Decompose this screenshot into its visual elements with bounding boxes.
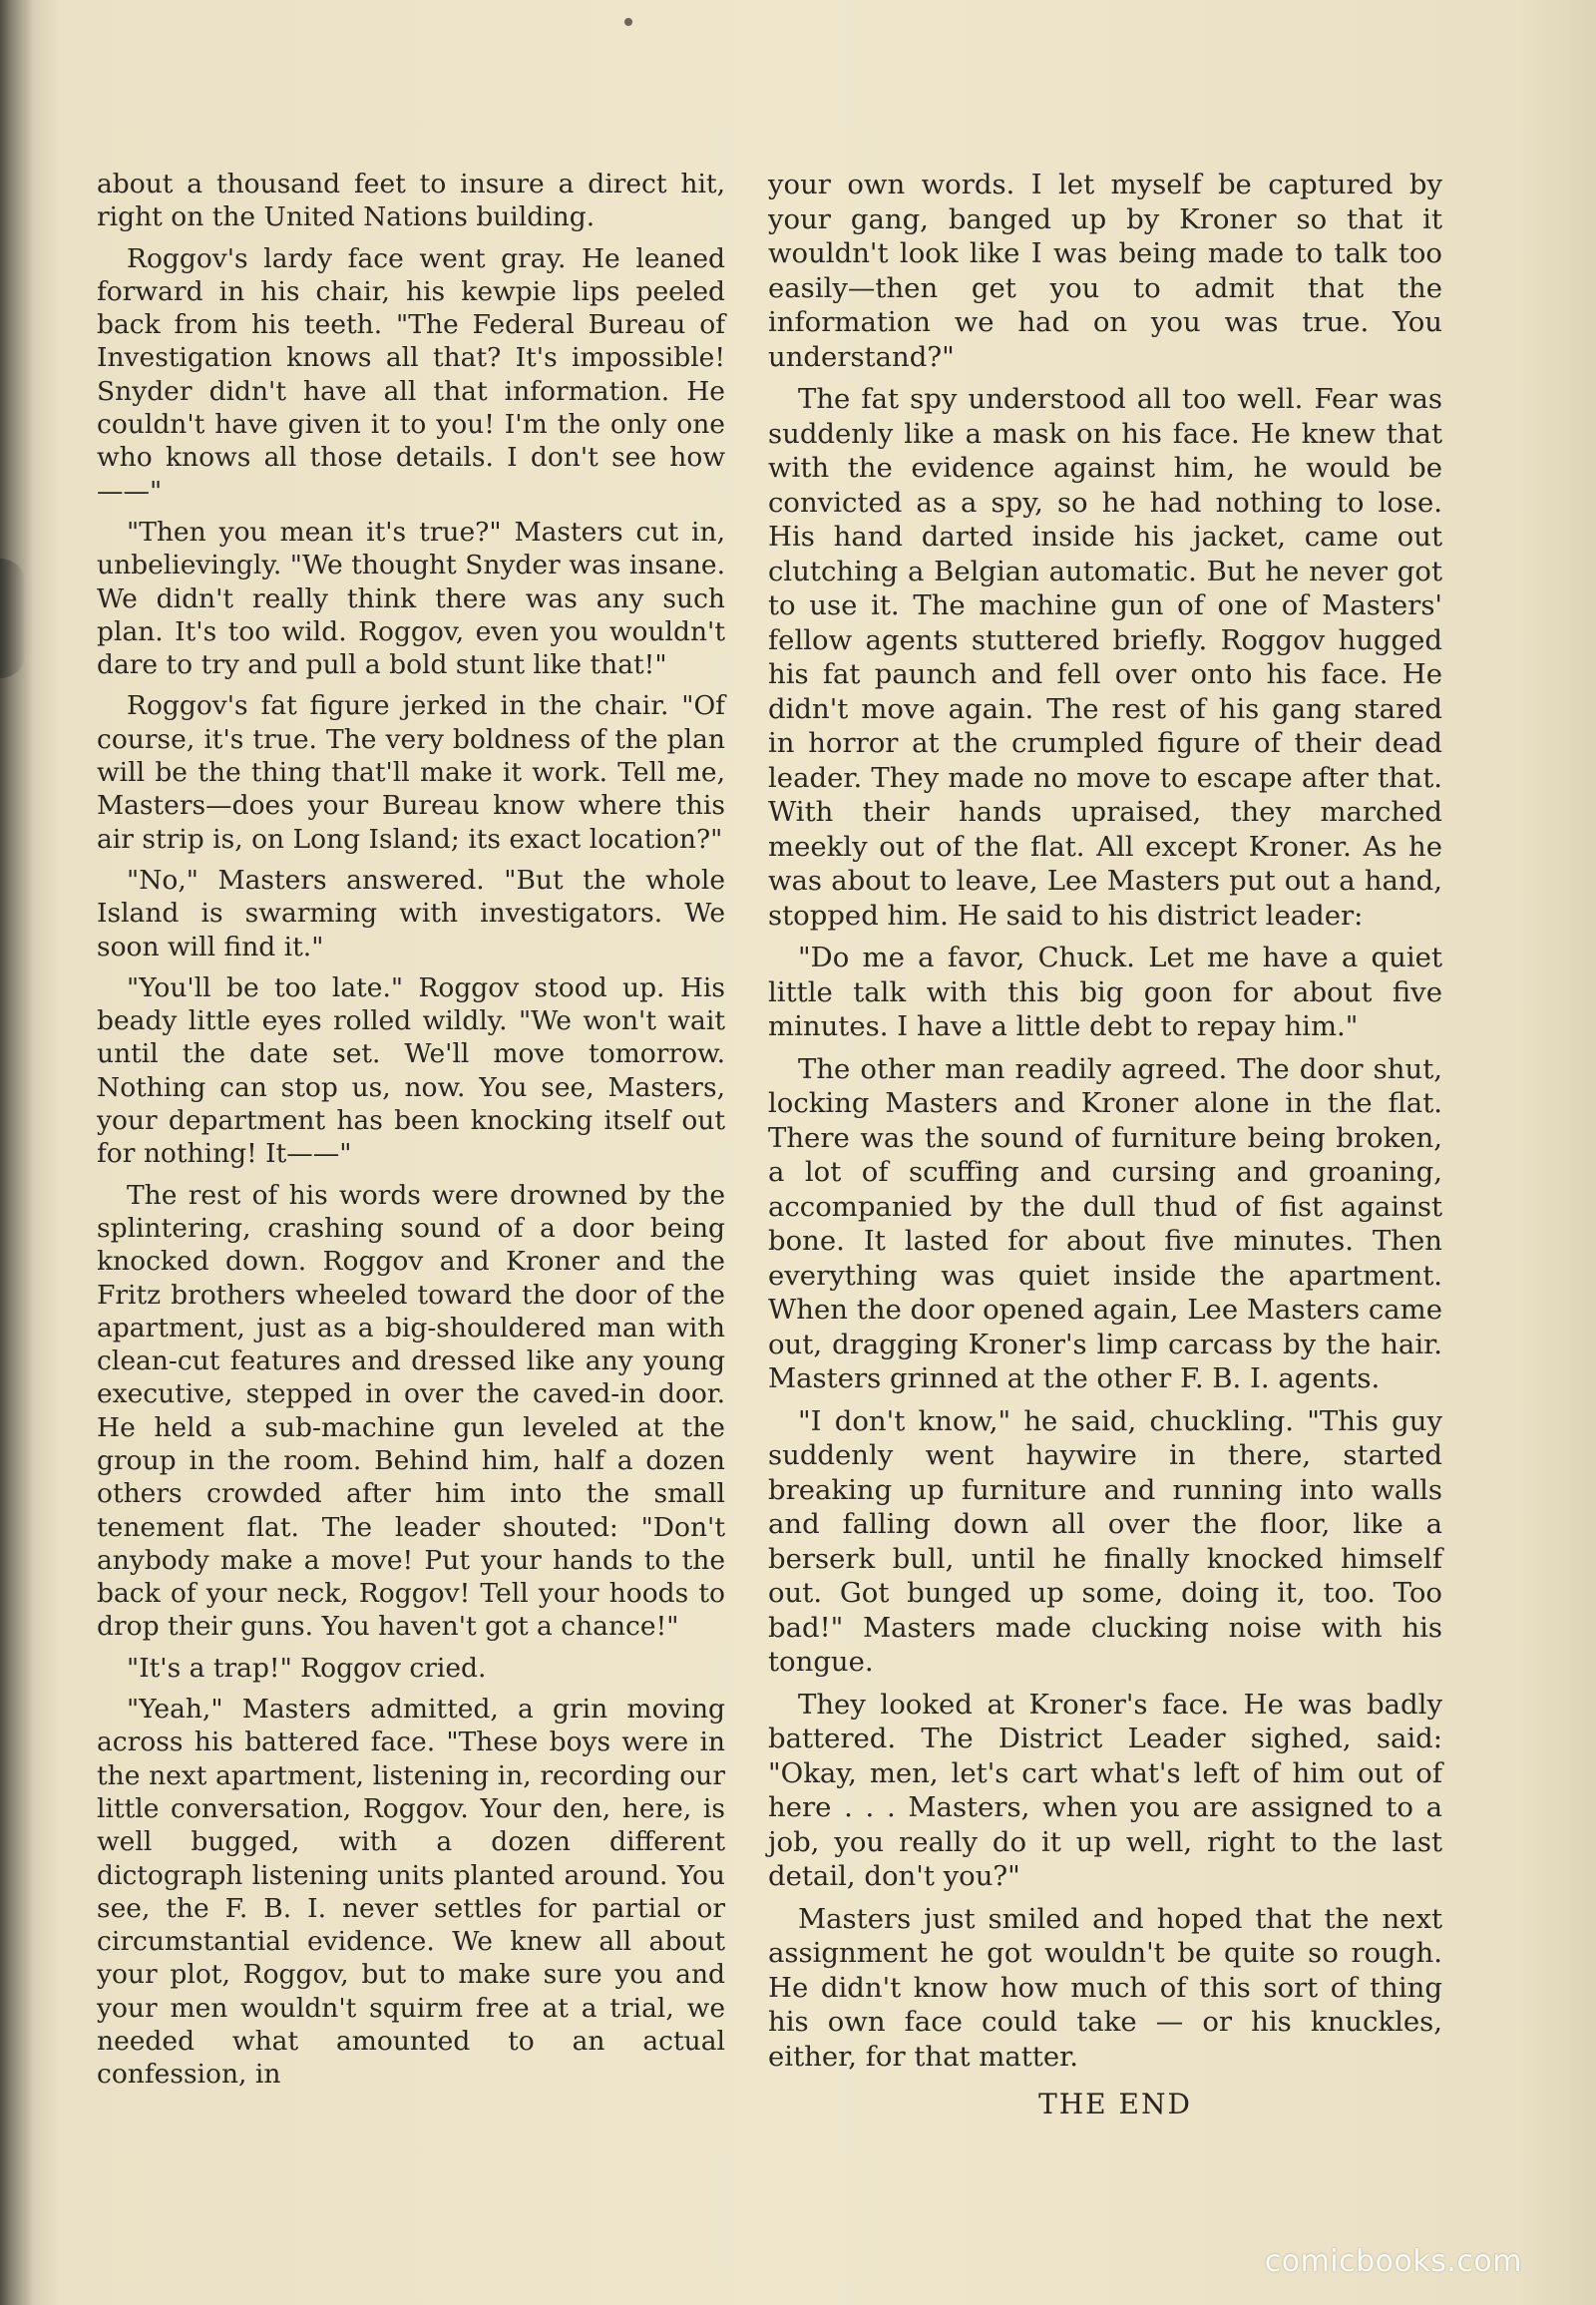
paragraph: "It's a trap!" Roggov cried. <box>127 1652 487 1684</box>
paragraph: Roggov's lardy face went gray. He leaned forward in his chair, his kewpie lips peeled back from his teeth. "The Federal Bureau of Investigation knows all that? It's impossible! Snyder didn't have all that information. He couldn't have given it to you! I'm the only one who knows all those details. I don't see how——" <box>97 242 725 507</box>
right-text-column <box>768 168 1442 2130</box>
paragraph: Roggov's fat figure jerked in the chair. "Of course, it's true. The very boldness of the plan will be the thing that'll make it work. Tell me, Masters—does your Bureau know where this air strip is, on Long Island; its exact location?" <box>97 690 725 855</box>
paragraph: "I don't know," he said, chuckling. "This guy suddenly went haywire in there, started breaking up furniture and running into walls and falling down all over the floor, like a berserk bull, until he finally knocked himself out. Got bunged up some, doing it, too. Too bad!" Masters made clucking noise with his tongue. <box>768 1404 1442 1678</box>
paragraph: They looked at Kroner's face. He was badly battered. The District Leader sighed, said: "Okay, men, let's cart what's left of him out of here . . . Masters, when you are assigned to a job, you really do it up well, right to the last detail, don't you?" <box>768 1688 1442 1892</box>
paragraph: "You'll be too late." Roggov stood up. His beady little eyes rolled wildly. "We won't wait until the date set. We'll move tomorrow. Nothing can stop us, now. You see, Masters, your department has been knocking itself out for nothing! It——" <box>97 971 725 1170</box>
paragraph: about a thousand feet to insure a direct hit, right on the United Nations building. <box>97 169 725 233</box>
paragraph: "Then you mean it's true?" Masters cut in, unbelievingly. "We thought Snyder was insane. We didn't really think there was any such plan. It's too wild. Roggov, even you wouldn't dare to try and pull a bold stunt like that!" <box>97 516 725 681</box>
staple-mark <box>624 18 632 26</box>
binding-shadow <box>0 559 26 678</box>
paragraph: your own words. I let myself be captured by your gang, banged up by Kroner so that it wouldn't look like I was being made to talk too easily—then get you to admit that the information we had on you was true. You understand?" <box>768 169 1442 373</box>
paragraph: The rest of his words were drowned by the splintering, crashing sound of a door being knocked down. Roggov and Kroner and the Fritz brothers wheeled toward the door of the apartment, just as a big-shouldered man with clean-cut features and dressed like any young executive, stepped in over the caved-in door. He held a sub-machine gun leveled at the group in the room. Behind him, half a dozen others crowded after him into the small tenement flat. The leader shouted: "Don't anybody make a move! Put your hands to the back of your neck, Roggov! Tell your hoods to drop their guns. You haven't got a chance!" <box>97 1179 725 1643</box>
paragraph: "Do me a favor, Chuck. Let me have a quiet little talk with this big goon for about five minutes. I have a little debt to repay him." <box>768 942 1442 1042</box>
site-watermark: comicbooks.com <box>1264 2244 1522 2279</box>
the-end-label: THE END <box>1038 2088 1192 2120</box>
paragraph: "Yeah," Masters admitted, a grin moving across his battered face. "These boys were in the next apartment, listening in, recording our little conversation, Roggov. Your den, here, is well bugged, with a dozen different dictograph listening units planted around. You see, the F. B. I. never settles for partial or circumstantial evidence. We knew all about your plot, Roggov, but to make sure you and your men wouldn't squirm free at a trial, we needed what amounted to an actual confession, in <box>97 1694 725 2091</box>
paragraph: The other man readily agreed. The door shut, locking Masters and Kroner alone in the flat. There was the sound of furniture being broken, a lot of scuffing and cursing and groaning, accompanied by the dull thud of fist against bone. It lasted for about five minutes. Then everything was quiet inside the apartment. When the door opened again, Lee Masters came out, dragging Kroner's limp carcass by the hair. Masters grinned at the other F. B. I. agents. <box>768 1052 1442 1394</box>
paragraph: "No," Masters answered. "But the whole Island is swarming with investigators. We soon will find it." <box>97 864 725 962</box>
paragraph: Masters just smiled and hoped that the next assignment he got wouldn't be quite so rough. He didn't know how much of this sort of thing his own face could take — or his knuckles, either, for that matter. <box>768 1902 1442 2073</box>
left-text-column <box>97 168 725 2100</box>
paragraph: The fat spy understood all too well. Fear was suddenly like a mask on his face. He knew that with the evidence against him, he would be convicted as a spy, so he had nothing to lose. His hand darted inside his jacket, came out clutching a Belgian automatic. But he never got to use it. The machine gun of one of Masters' fellow agents stuttered briefly. Roggov hugged his fat paunch and fell over onto his face. He didn't move again. The rest of his gang stared in horror at the crumpled figure of their dead leader. They made no move to escape after that. With their hands upraised, they marched meekly out of the flat. All except Kroner. As he was about to leave, Lee Masters put out a hand, stopped him. He said to his district leader: <box>768 383 1442 932</box>
